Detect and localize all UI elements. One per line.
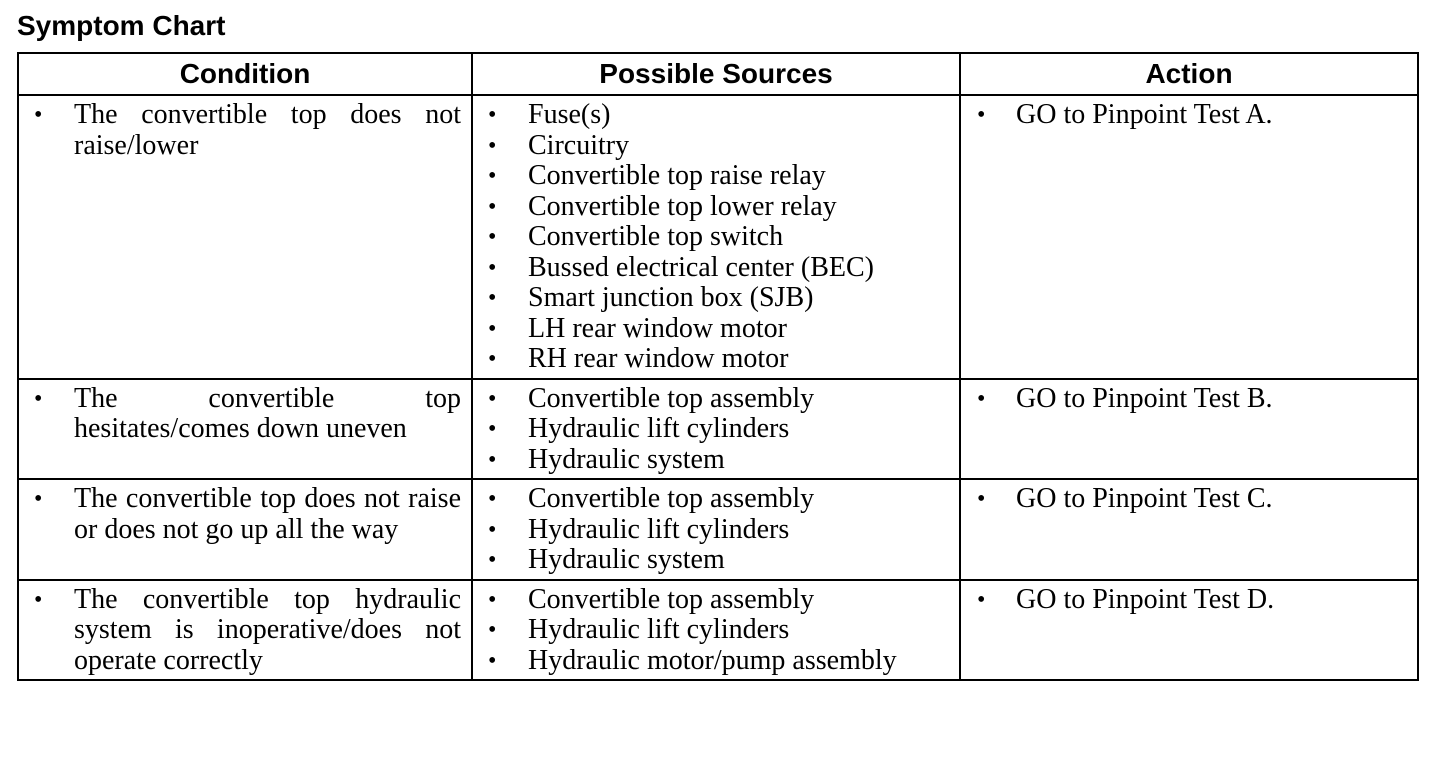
- list-item: [19, 100, 471, 161]
- list-item-text: Hydraulic lift cylinders: [528, 513, 790, 545]
- condition-cell-list: [19, 581, 471, 680]
- list-item: [473, 100, 959, 131]
- list-item-text: Hydraulic system: [528, 443, 725, 475]
- bullet-icon: •: [488, 446, 497, 473]
- column-header-condition: Condition: [18, 53, 472, 95]
- possible-sources-cell-list: [473, 581, 959, 680]
- bullet-icon: •: [977, 586, 986, 613]
- list-item: [473, 192, 959, 223]
- list-item-text: Smart junction box (SJB): [528, 282, 814, 313]
- list-item: [473, 585, 959, 616]
- list-item-text: The convertible top hesitates/comes down uneven: [74, 382, 461, 444]
- column-header-possible-sources: Possible Sources: [472, 53, 960, 95]
- list-item-text: GO to Pinpoint Test C.: [1016, 483, 1273, 514]
- column-header-action: Action: [960, 53, 1418, 95]
- list-item: [473, 131, 959, 162]
- list-item-text: The convertible top does not raise/lower: [74, 99, 461, 161]
- table-row: [18, 580, 1418, 681]
- list-item: [473, 384, 959, 415]
- list-item-text: GO to Pinpoint Test B.: [1016, 382, 1273, 414]
- list-item-text: Hydraulic system: [528, 544, 725, 575]
- condition-cell: [18, 95, 472, 379]
- condition-cell-list: [19, 380, 471, 448]
- list-item-text: The convertible top hydraulic system is inoperative/does not operate correctly: [74, 583, 461, 676]
- header-row: [18, 53, 1418, 95]
- table-row: [18, 479, 1418, 580]
- action-cell: [960, 580, 1418, 681]
- list-item-text: RH rear window motor: [528, 343, 789, 374]
- condition-cell-list: [19, 480, 471, 548]
- list-item-text: Hydraulic motor/pump assembly: [528, 644, 897, 676]
- bullet-icon: •: [977, 486, 986, 512]
- list-item: [961, 484, 1417, 515]
- list-item-text: GO to Pinpoint Test A.: [1016, 99, 1273, 130]
- bullet-icon: •: [488, 102, 497, 128]
- possible-sources-cell-list: [473, 480, 959, 579]
- bullet-icon: •: [488, 647, 497, 674]
- condition-cell: [18, 479, 472, 580]
- bullet-icon: •: [488, 346, 497, 372]
- action-cell: [960, 479, 1418, 580]
- list-item-text: The convertible top does not raise or does not go up all the way: [74, 483, 461, 545]
- bullet-icon: •: [488, 254, 497, 281]
- condition-cell-list: [19, 96, 471, 164]
- table-row: [18, 95, 1418, 379]
- list-item-text: LH rear window motor: [528, 312, 787, 344]
- possible-sources-cell: [472, 95, 960, 379]
- possible-sources-cell-list: [473, 96, 959, 378]
- bullet-icon: •: [488, 486, 497, 512]
- list-item: [473, 222, 959, 253]
- bullet-icon: •: [488, 416, 497, 442]
- bullet-icon: •: [488, 224, 497, 250]
- chart-title: Symptom Chart: [17, 10, 226, 41]
- list-item: [473, 283, 959, 314]
- bullet-icon: •: [488, 315, 497, 342]
- action-cell-list: [961, 581, 1417, 619]
- bullet-icon: •: [34, 586, 43, 613]
- list-item: [473, 414, 959, 445]
- bullet-icon: •: [488, 516, 497, 543]
- action-cell: [960, 95, 1418, 379]
- possible-sources-cell: [472, 379, 960, 480]
- list-item: [473, 515, 959, 546]
- list-item-text: Convertible top assembly: [528, 583, 815, 615]
- condition-cell: [18, 580, 472, 681]
- list-item-text: Hydraulic lift cylinders: [528, 413, 790, 444]
- list-item-text: Bussed electrical center (BEC): [528, 251, 874, 283]
- bullet-icon: •: [488, 193, 497, 220]
- table-row: [18, 379, 1418, 480]
- condition-cell: [18, 379, 472, 480]
- list-item: [19, 484, 471, 545]
- list-item-text: Fuse(s): [528, 99, 611, 130]
- list-item-text: GO to Pinpoint Test D.: [1016, 583, 1275, 615]
- list-item: [961, 585, 1417, 616]
- possible-sources-cell-list: [473, 380, 959, 479]
- list-item: [473, 253, 959, 284]
- list-item: [473, 344, 959, 375]
- possible-sources-cell: [472, 479, 960, 580]
- bullet-icon: •: [34, 486, 43, 512]
- action-cell-list: [961, 96, 1417, 134]
- table-body: [18, 95, 1418, 680]
- action-cell-list: [961, 480, 1417, 518]
- bullet-icon: •: [488, 163, 497, 189]
- list-item: [473, 646, 959, 677]
- action-cell: [960, 379, 1418, 480]
- list-item: [961, 384, 1417, 415]
- bullet-icon: •: [488, 617, 497, 643]
- bullet-icon: •: [488, 132, 497, 159]
- action-cell-list: [961, 380, 1417, 418]
- symptom-table: [17, 52, 1419, 681]
- bullet-icon: •: [977, 102, 986, 128]
- possible-sources-cell: [472, 580, 960, 681]
- list-item: [961, 100, 1417, 131]
- list-item: [473, 161, 959, 192]
- bullet-icon: •: [977, 385, 986, 412]
- bullet-icon: •: [488, 285, 497, 311]
- list-item-text: Convertible top raise relay: [528, 160, 826, 191]
- list-item: [19, 384, 471, 445]
- bullet-icon: •: [34, 385, 43, 412]
- bullet-icon: •: [34, 102, 43, 128]
- list-item: [473, 484, 959, 515]
- list-item-text: Convertible top assembly: [528, 382, 815, 414]
- list-item: [19, 585, 471, 677]
- list-item-text: Convertible top lower relay: [528, 190, 837, 222]
- bullet-icon: •: [488, 547, 497, 573]
- list-item-text: Circuitry: [528, 129, 630, 161]
- list-item: [473, 314, 959, 345]
- list-item-text: Convertible top switch: [528, 221, 784, 252]
- list-item: [473, 615, 959, 646]
- list-item: [473, 545, 959, 576]
- list-item: [473, 445, 959, 476]
- bullet-icon: •: [488, 586, 497, 613]
- list-item-text: Hydraulic lift cylinders: [528, 614, 790, 645]
- bullet-icon: •: [488, 385, 497, 412]
- list-item-text: Convertible top assembly: [528, 483, 815, 514]
